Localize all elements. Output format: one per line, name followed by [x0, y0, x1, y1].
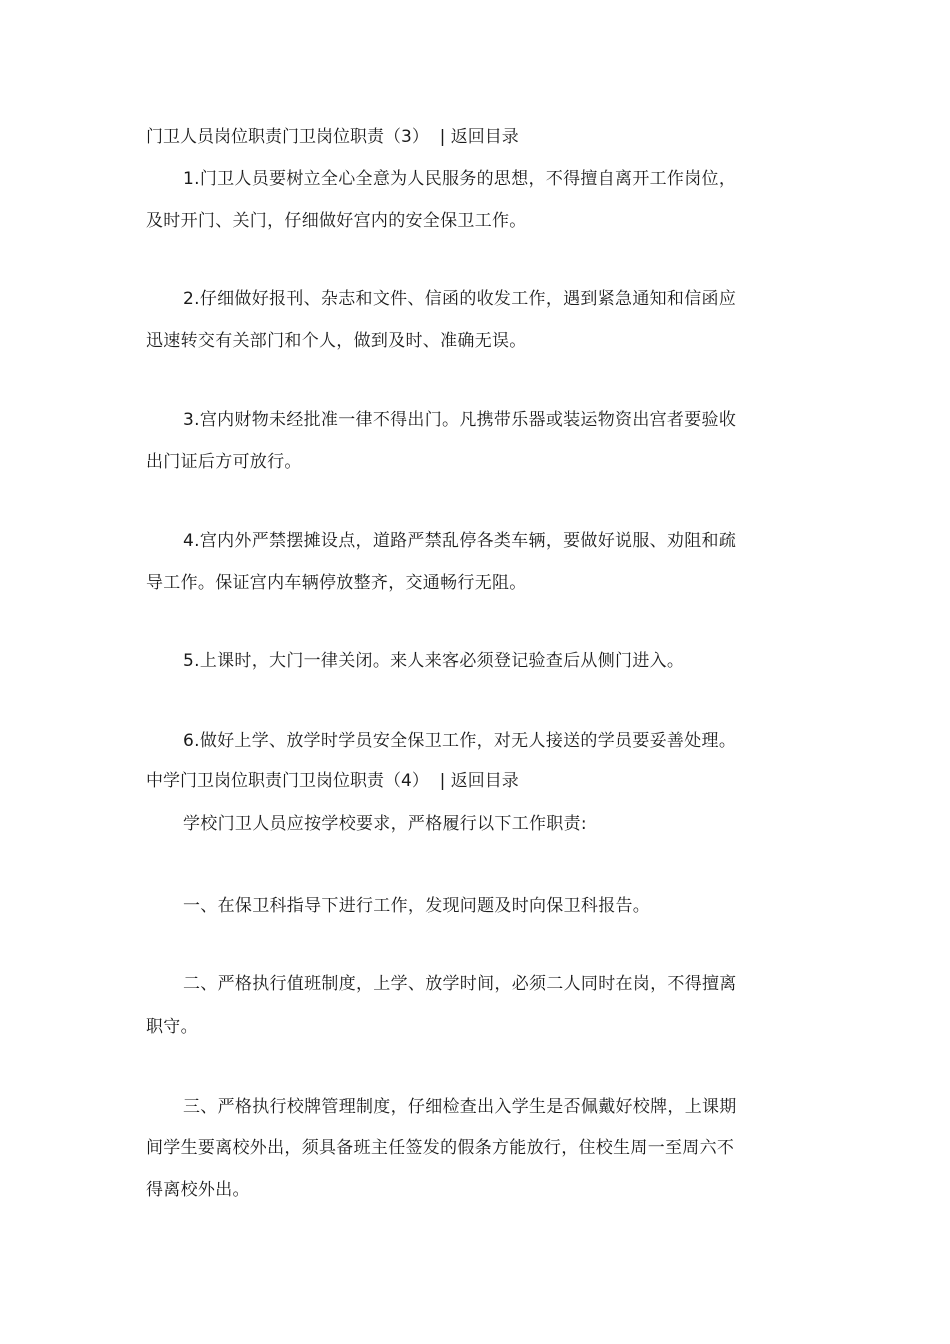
section-4-back-to-toc-link[interactable]: 返回目录	[450, 771, 519, 791]
section-3-title: 门卫人员岗位职责门卫岗位职责（3）	[146, 127, 429, 147]
section-4-item-2-line-2: 职守。	[146, 1017, 198, 1037]
section-4-item-3-line-3: 得离校外出。	[146, 1180, 250, 1200]
section-3-item-1-line-1: 1.门卫人员要树立全心全意为人民服务的思想，不得擅自离开工作岗位，	[183, 169, 737, 189]
section-3-back-to-toc-link[interactable]: 返回目录	[450, 127, 519, 147]
section-3-heading	[146, 126, 519, 148]
section-4-separator: |	[439, 771, 446, 791]
section-4-title: 中学门卫岗位职责门卫岗位职责（4）	[146, 771, 429, 791]
section-4-item-1-line-1: 一、在保卫科指导下进行工作，发现问题及时向保卫科报告。	[183, 896, 651, 916]
section-3-item-2-line-2: 迅速转交有关部门和个人，做到及时、准确无误。	[146, 331, 527, 351]
section-3-item-3-line-1: 3.宫内财物未经批准一律不得出门。凡携带乐器或装运物资出宫者要验收	[183, 410, 737, 430]
section-4-heading	[146, 770, 519, 792]
section-3-item-1-line-2: 及时开门、关门，仔细做好宫内的安全保卫工作。	[146, 211, 527, 231]
section-4-intro: 学校门卫人员应按学校要求，严格履行以下工作职责:	[183, 814, 587, 834]
section-4-item-2-line-1: 二、严格执行值班制度，上学、放学时间，必须二人同时在岗，不得擅离	[183, 974, 737, 994]
section-3-item-4-line-1: 4.宫内外严禁摆摊设点，道路严禁乱停各类车辆，要做好说服、劝阻和疏	[183, 531, 737, 551]
section-3-separator: |	[439, 127, 446, 147]
section-3-item-4-line-2: 导工作。保证宫内车辆停放整齐，交通畅行无阻。	[146, 573, 527, 593]
section-3-item-6-line-1: 6.做好上学、放学时学员安全保卫工作，对无人接送的学员要妥善处理。	[183, 731, 737, 751]
section-4-item-3-line-2: 间学生要离校外出，须具备班主任签发的假条方能放行，住校生周一至周六不	[146, 1138, 735, 1158]
section-4-item-3-line-1: 三、严格执行校牌管理制度，仔细检查出入学生是否佩戴好校牌，上课期	[183, 1097, 737, 1117]
section-3-item-2-line-1: 2.仔细做好报刊、杂志和文件、信函的收发工作，遇到紧急通知和信函应	[183, 289, 737, 309]
section-3-item-5-line-1: 5.上课时，大门一律关闭。来人来客必须登记验查后从侧门进入。	[183, 651, 685, 671]
section-3-item-3-line-2: 出门证后方可放行。	[146, 452, 302, 472]
